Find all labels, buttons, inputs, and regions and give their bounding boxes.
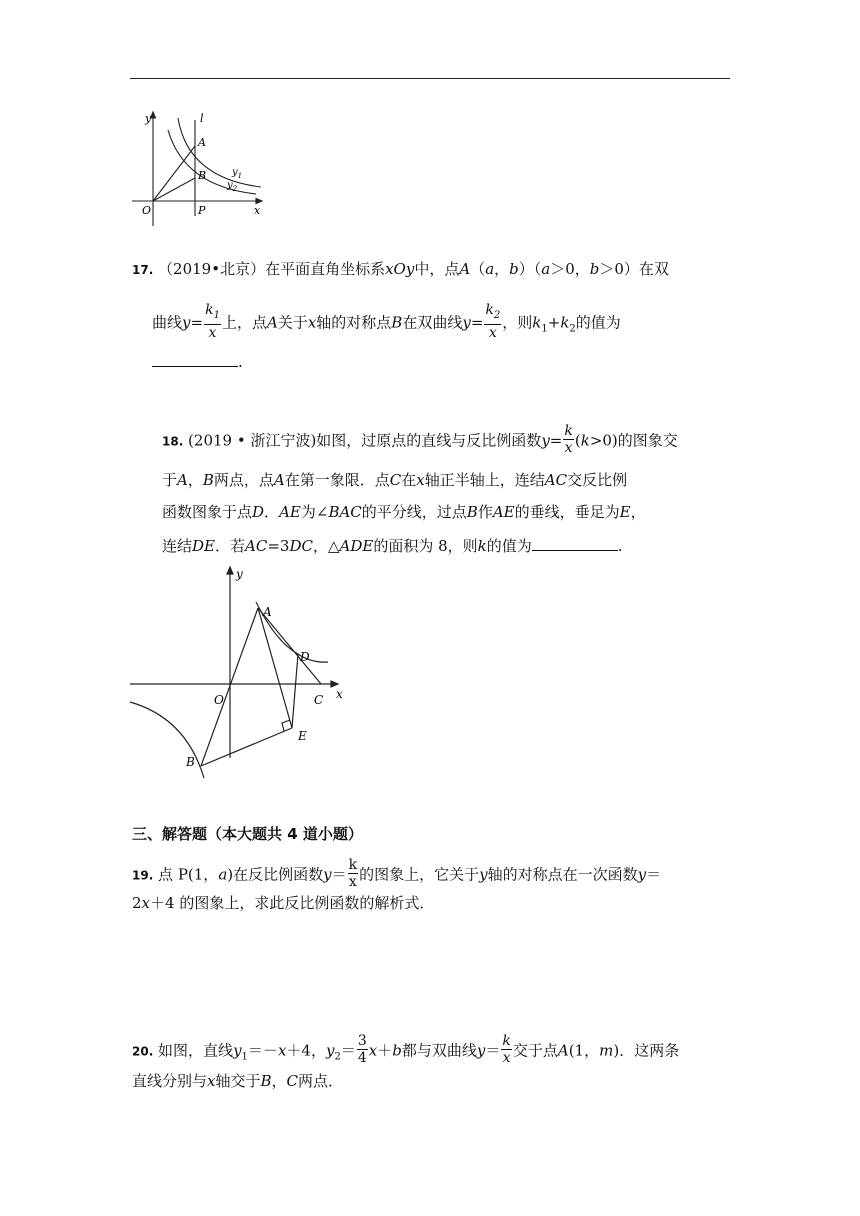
q17-line3: . [152, 352, 243, 372]
segment-OA [153, 146, 195, 201]
q17-line2: 曲线y= $\frac{k_1}{x}$ 上，点A关于x轴的对称点B在双曲线y= $\frac{k_2}{x}$ ，则$k_1+k_2$的值为 [152, 302, 621, 341]
q20-line1: 20. 如图，直线$y_1=-x+4$，$y_2=$ $\frac{3}{4}$ x＋b都与双曲线y＝ $\frac{k}{x}$ 交于点A(1，m)．这两条 [132, 1033, 680, 1066]
label-x: x [254, 204, 261, 217]
label-P: P [198, 204, 206, 217]
label-A: A [263, 605, 272, 619]
label-D: D [300, 650, 310, 664]
answer-blank [532, 536, 618, 551]
question-number: 17. [132, 263, 154, 277]
segment-AC [258, 608, 321, 684]
q17-line1: 17. （2019•北京）在平面直角坐标系xOy中，点A（a，b）（a＞0，b＞0）在双 [132, 260, 669, 278]
question-number: 18. [162, 434, 184, 449]
label-B: B [198, 169, 207, 182]
fraction-k-over-x: $\frac{k}{x}$ [502, 1033, 511, 1066]
label-C: C [314, 693, 324, 707]
curve-y2 [168, 130, 256, 194]
question-number: 20. [132, 1044, 154, 1059]
segment-BE [201, 728, 292, 766]
label-y: y [236, 567, 243, 581]
q18-line2: 于A，B两点，点A在第一象限．点C在x轴正半轴上，连结AC交反比例 [162, 471, 628, 489]
segment-OB [153, 178, 195, 201]
label-y2: $y_2$ [227, 180, 238, 193]
header-rule [130, 78, 730, 79]
q18-line4: 连结DE．若AC=3DC，△ADE的面积为 8，则k的值为 . [162, 537, 623, 555]
q18-line1: 18. (2019 • 浙江宁波)如图，过原点的直线与反比例函数y= $\frac{k}{x}$ (k>0)的图象交 [162, 423, 678, 456]
label-l: l [200, 112, 204, 125]
label-A: A [198, 136, 206, 149]
question-number: 19. [132, 868, 154, 883]
fraction-3-over-4: $\frac{3}{4}$ [357, 1033, 367, 1066]
segment-DE [292, 654, 298, 728]
segment-AE [258, 608, 292, 728]
fraction-k-over-x: $\frac{k}{x}$ [564, 423, 573, 456]
label-O: O [142, 204, 152, 217]
q20-line2: 直线分别与x轴交于B，C两点． [132, 1072, 344, 1090]
section-title: 三、解答题（本大题共 4 道小题） [132, 825, 363, 843]
q18-line3: 函数图象于点D．AE为∠BAC的平分线，过点B作AE的垂线，垂足为E， [162, 503, 646, 521]
label-E: E [298, 729, 307, 743]
q19-line1: 19. 点 P(1，a)在反比例函数y＝ $\frac{k}{x}$ 的图象上，它关于y轴的对称点在一次函数y＝ [132, 857, 662, 890]
label-y1: $y_1$ [232, 167, 243, 180]
fraction-k-over-x: $\frac{k}{x}$ [348, 857, 358, 890]
label-O: O [214, 693, 224, 707]
figure-q16-graph [128, 108, 268, 232]
answer-blank [152, 352, 238, 367]
label-B: B [186, 755, 195, 769]
q19-line2: 2x＋4 的图象上，求此反比例函数的解析式． [132, 894, 435, 912]
label-x: x [336, 687, 343, 701]
fraction-k2-over-x: $\frac{k_2}{x}$ [485, 302, 501, 341]
label-y: y [145, 112, 152, 125]
fraction-k1-over-x: $\frac{k_1}{x}$ [205, 302, 220, 341]
figure-q18-graph [126, 562, 356, 780]
